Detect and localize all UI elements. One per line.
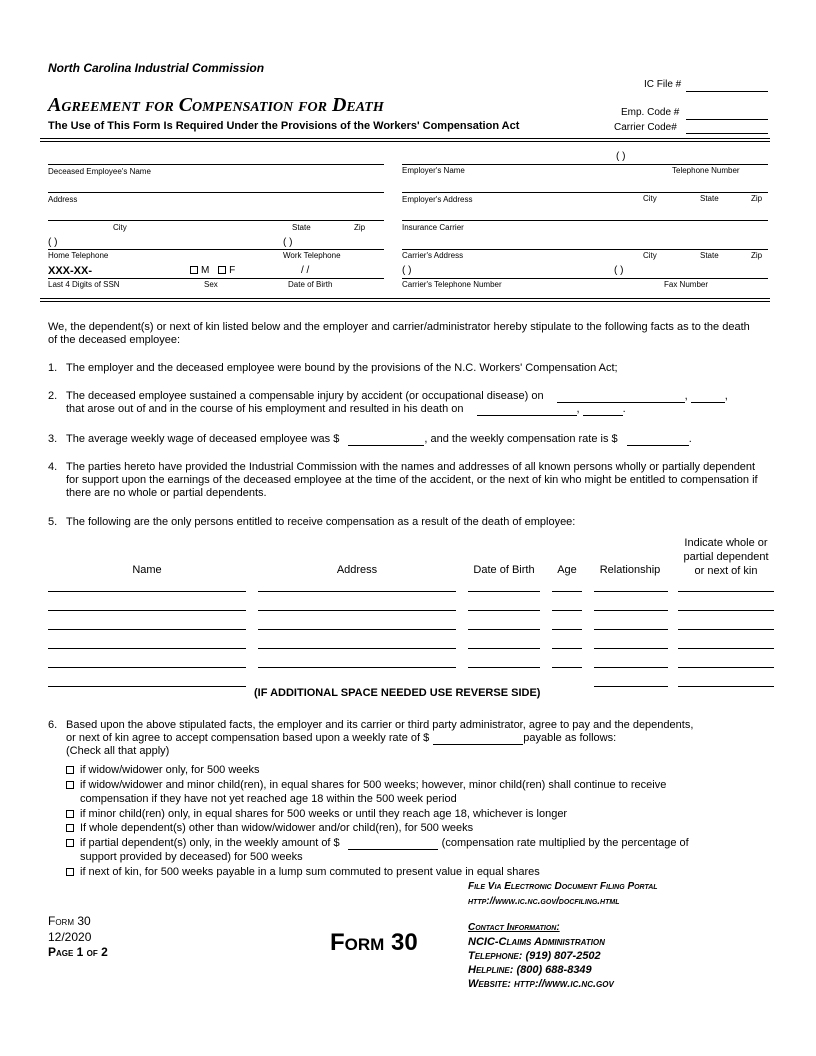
option-1-checkbox[interactable] (66, 766, 74, 774)
sex-label: Sex (204, 280, 218, 289)
option-5-text-b: (compensation rate multiplied by the percentage of (441, 836, 689, 849)
insurance-carrier-field[interactable] (402, 220, 768, 221)
death-date-field[interactable] (477, 405, 577, 416)
dependent-row-5-relationship-field[interactable] (594, 667, 668, 668)
item-3-text-b: , and the weekly compensation rate is $ (424, 433, 618, 445)
ssn-label: Last 4 Digits of SSN (48, 280, 120, 289)
option-2-checkbox[interactable] (66, 781, 74, 789)
sex-m-checkbox[interactable] (190, 266, 198, 274)
option-2-text-b: compensation if they have not yet reached age 18 within the 500 week period (80, 793, 457, 805)
dependent-row-1-dob-field[interactable] (468, 591, 540, 592)
carrier-address-field[interactable] (402, 249, 768, 250)
zip-label: Zip (354, 223, 366, 232)
dependent-row-6-dependent-type-field[interactable] (678, 686, 774, 687)
info-rule-1 (40, 298, 770, 299)
home-phone-label: Home Telephone (48, 251, 109, 260)
ic-file-label: IC File # (644, 79, 682, 90)
dependent-row-4-age-field[interactable] (552, 648, 582, 649)
option-5-text-a: if partial dependent(s) only, in the weekly amount of $ (80, 836, 340, 849)
dependent-row-4-relationship-field[interactable] (594, 648, 668, 649)
check-all-note: (Check all that apply) (66, 745, 170, 757)
dependent-row-2-age-field[interactable] (552, 610, 582, 611)
col-dependent-header: Indicate whole or partial dependent or next of kin (683, 537, 769, 577)
dependent-row-3-age-field[interactable] (552, 629, 582, 630)
carrier-zip-label: Zip (751, 251, 763, 260)
item-6-line-2b: payable as follows: (523, 732, 617, 744)
weekly-rate-field[interactable] (433, 734, 523, 745)
dependent-row-2-relationship-field[interactable] (594, 610, 668, 611)
dependent-row-6-name-field[interactable] (48, 686, 246, 687)
option-partial-dependents[interactable] (66, 836, 778, 851)
portal-line-1: File Via Electronic Document Filing Portal (468, 881, 658, 892)
dependent-row-1-age-field[interactable] (552, 591, 582, 592)
employer-address-field[interactable] (402, 192, 768, 193)
average-weekly-wage-field[interactable] (348, 435, 424, 446)
dependent-row-5-age-field[interactable] (552, 667, 582, 668)
sex-options[interactable] (190, 265, 235, 276)
contact-website: Website: http://www.ic.nc.gov (468, 978, 614, 990)
work-phone-paren: ( ) (283, 237, 293, 248)
dependent-row-1-dependent-type-field[interactable] (678, 591, 774, 592)
item-5: 5. The following are the only persons entitled to receive compensation as a result of the death of employee: (48, 516, 576, 528)
deceased-name-label: Deceased Employee's Name (48, 167, 151, 176)
sex-f-checkbox[interactable] (218, 266, 226, 274)
employer-address-label: Employer's Address (402, 195, 473, 204)
info-rule-2 (40, 301, 770, 302)
carrier-phone-paren: ( ) (402, 265, 412, 276)
dependent-row-2-name-field[interactable] (48, 610, 246, 611)
dependent-row-3-dob-field[interactable] (468, 629, 540, 630)
contact-department: NCIC-Claims Administration (468, 936, 605, 948)
emp-code-label: Emp. Code # (621, 107, 680, 118)
dependent-row-4-address-field[interactable] (258, 648, 456, 649)
carrier-address-label: Carrier's Address (402, 251, 464, 260)
option-6-checkbox[interactable] (66, 868, 74, 876)
item-4-text: The parties hereto have provided the Industrial Commission with the names and addresses of all known persons wholly or partially dependent for support upon the earnings of the deceased employee at the time of the accident, or the next of kin who might be entitled to compensation if there are no whole or partial dependents. (66, 461, 758, 499)
home-phone-paren: ( ) (48, 237, 58, 248)
carrier-code-label: Carrier Code# (614, 122, 677, 133)
intro-paragraph: We, the dependent(s) or next of kin listed below and the employer and carrier/administrator hereby stipulate to the following facts as to the death of the deceased employee: (48, 321, 750, 346)
col-address-header: Address (336, 564, 378, 576)
option-minor-children[interactable] (66, 807, 778, 822)
ssn-sex-dob-field[interactable] (48, 278, 384, 279)
ic-file-field[interactable] (686, 91, 768, 92)
partial-amount-field[interactable] (348, 839, 438, 850)
option-5-text-c: support provided by deceased) for 500 weeks (80, 851, 303, 863)
additional-space-note: (IF ADDITIONAL SPACE NEEDED USE REVERSE SIDE) (254, 687, 541, 699)
fax-number-label: Fax Number (664, 280, 709, 289)
option-4-text: If whole dependent(s) other than widow/widower and/or child(ren), for 500 weeks (80, 822, 474, 834)
page-number: Page 1 of 2 (48, 945, 108, 959)
dependent-row-2-address-field[interactable] (258, 610, 456, 611)
employer-city-label: City (643, 194, 657, 203)
employer-name-label: Employer's Name (402, 166, 465, 175)
option-1-text: if widow/widower only, for 500 weeks (80, 764, 260, 776)
form-title: Agreement for Compensation for Death (48, 94, 384, 116)
fax-paren: ( ) (614, 265, 624, 276)
form-label-small: Form 30 (48, 914, 91, 928)
option-4-checkbox[interactable] (66, 824, 74, 832)
col-age-header: Age (557, 564, 577, 576)
carrier-code-field[interactable] (686, 133, 768, 134)
option-whole-dependents[interactable] (66, 821, 778, 836)
dependent-row-2-dob-field[interactable] (468, 610, 540, 611)
dependent-row-4-dependent-type-field[interactable] (678, 648, 774, 649)
header-rule-1 (40, 138, 770, 139)
item-2-text-b: that arose out of and in the course of his employment and resulted in his death on (66, 403, 464, 415)
contact-helpline: Helpline: (800) 688-8349 (468, 964, 592, 976)
option-widow-only[interactable] (66, 763, 778, 778)
item-6: 6. Based upon the above stipulated facts, the employer and its carrier or third party administrator, agree to pay and the dependents, or next of kin agree to accept compensation based upon a weekly rate of $ payable as follows: (Check all that apply) (48, 719, 694, 757)
item-2: 2. The deceased employee sustained a compensable injury by accident (or occupational disease) on , , that arose out of and in the course of his employment and resulted in his death on , . (48, 390, 728, 415)
compensation-rate-field[interactable] (627, 435, 689, 446)
agency-name: North Carolina Industrial Commission (48, 61, 265, 75)
contact-heading: Contact Information: (468, 922, 560, 933)
option-5-checkbox[interactable] (66, 839, 74, 847)
item-1-text: The employer and the deceased employee were bound by the provisions of the N.C. Workers' Compensation Act; (66, 362, 618, 374)
dob-label: Date of Birth (288, 280, 333, 289)
injury-date-field[interactable] (557, 392, 685, 403)
emp-code-field[interactable] (686, 119, 768, 120)
death-year-field[interactable] (583, 405, 623, 416)
col-relationship-header: Relationship (599, 564, 661, 576)
col-name-header: Name (132, 564, 162, 576)
employer-state-label: State (700, 194, 719, 203)
item-2-text-a: The deceased employee sustained a compensable injury by accident (or occupational disease) on (66, 390, 544, 402)
dependent-row-6-relationship-field[interactable] (594, 686, 668, 687)
option-6-text: if next of kin, for 500 weeks payable in a lump sum commuted to present value in equal shares (80, 865, 540, 878)
dependent-row-3-dependent-type-field[interactable] (678, 629, 774, 630)
item-6-line-2a: or next of kin agree to accept compensation based upon a weekly rate of $ (66, 732, 430, 744)
sex-m-label: M (201, 265, 210, 276)
carrier-phone-field[interactable] (402, 278, 768, 279)
dependent-row-2-dependent-type-field[interactable] (678, 610, 774, 611)
carrier-state-label: State (700, 251, 719, 260)
carrier-phone-label: Carrier's Telephone Number (402, 280, 502, 289)
item-5-text: The following are the only persons entitled to receive compensation as a result of the death of employee: (66, 516, 576, 528)
option-3-text: if minor child(ren) only, in equal shares for 500 weeks or until they reach age 18, whichever is longer (80, 807, 568, 820)
injury-year-field[interactable] (691, 392, 725, 403)
address-field[interactable] (48, 192, 384, 193)
form-date: 12/2020 (48, 930, 92, 944)
telephone-number-label: Telephone Number (672, 166, 740, 175)
deceased-name-field[interactable] (48, 164, 384, 165)
item-4: 4. The parties hereto have provided the Industrial Commission with the names and addresses of all known persons wholly or partially dependent for support upon the earnings of the deceased employee at the time of the accident, or the next of kin who might be entitled to compensation if there are no whole or partial dependents. (48, 461, 768, 500)
dependent-row-5-address-field[interactable] (258, 667, 456, 668)
dependent-row-1-relationship-field[interactable] (594, 591, 668, 592)
work-phone-label: Work Telephone (283, 251, 341, 260)
item-6-line-1: Based upon the above stipulated facts, the employer and its carrier or third party administrator, agree to pay and the dependents, (66, 719, 694, 731)
employer-name-field[interactable] (402, 164, 768, 165)
dependent-row-1-address-field[interactable] (258, 591, 456, 592)
item-1: 1. The employer and the deceased employee were bound by the provisions of the N.C. Workers' Compensation Act; (48, 362, 618, 374)
portal-line-2: http://www.ic.nc.gov/docfiling.html (468, 896, 620, 907)
phone-field[interactable] (48, 249, 384, 250)
insurance-carrier-label: Insurance Carrier (402, 223, 464, 232)
sex-f-label: F (229, 265, 236, 276)
address-label: Address (48, 195, 78, 204)
dependent-row-4-dob-field[interactable] (468, 648, 540, 649)
dependent-row-4-name-field[interactable] (48, 648, 246, 649)
dependent-row-5-dependent-type-field[interactable] (678, 667, 774, 668)
dependent-row-3-relationship-field[interactable] (594, 629, 668, 630)
option-2-text-a: if widow/widower and minor child(ren), in equal shares for 500 weeks; however, minor child(ren) shall continue to receive (80, 778, 667, 791)
dependent-row-5-dob-field[interactable] (468, 667, 540, 668)
employer-zip-label: Zip (751, 194, 763, 203)
state-label: State (292, 223, 311, 232)
option-list (66, 763, 778, 879)
option-3-checkbox[interactable] (66, 810, 74, 818)
dependent-row-5-name-field[interactable] (48, 667, 246, 668)
city-label: City (113, 223, 127, 232)
dependent-row-3-name-field[interactable] (48, 629, 246, 630)
city-state-zip-field[interactable] (48, 220, 384, 221)
employer-phone-paren: ( ) (616, 151, 626, 162)
carrier-city-label: City (643, 251, 657, 260)
dob-slashes: / / (301, 265, 310, 276)
col-dob-header: Date of Birth (473, 564, 535, 576)
item-3-text-a: The average weekly wage of deceased employee was $ (66, 433, 340, 445)
dependent-row-3-address-field[interactable] (258, 629, 456, 630)
option-next-of-kin[interactable] (66, 865, 778, 880)
ssn-prefix: XXX-XX- (48, 265, 93, 277)
header-rule-2 (40, 141, 770, 142)
contact-telephone: Telephone: (919) 807-2502 (468, 950, 601, 962)
dependent-row-1-name-field[interactable] (48, 591, 246, 592)
item-3: 3. The average weekly wage of deceased employee was $ , and the weekly compensation rate is $ . (48, 433, 692, 445)
form-subtitle: The Use of This Form Is Required Under the Provisions of the Workers' Compensation Act (48, 120, 520, 132)
option-widow-children[interactable] (66, 778, 778, 793)
form-label-large: Form 30 (330, 929, 418, 956)
